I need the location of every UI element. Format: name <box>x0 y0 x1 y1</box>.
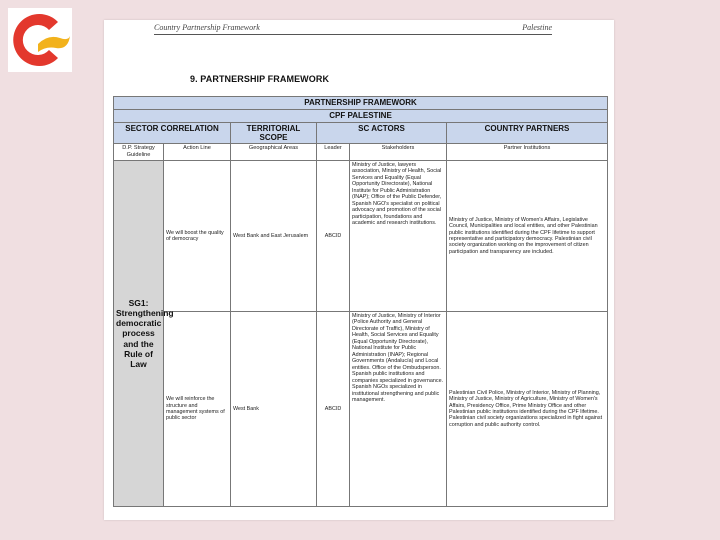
table-row <box>114 161 608 312</box>
action-line-cell: We will boost the quality of democracy <box>164 161 231 312</box>
header-title: Country Partnership Framework <box>154 23 260 32</box>
column-group-row <box>114 123 608 144</box>
column-group-header: TERRITORIAL SCOPE <box>231 123 317 144</box>
column-group-header: SECTOR CORRELATION <box>114 123 231 144</box>
partnership-framework-table <box>113 96 608 507</box>
table-subtitle-row <box>114 110 608 123</box>
column-header: D.P. Strategy Guideline <box>114 144 164 161</box>
document-page <box>104 20 614 520</box>
table-row <box>114 312 608 507</box>
header-country: Palestine <box>522 23 552 32</box>
column-header: Geographical Areas <box>231 144 317 161</box>
organization-logo <box>8 8 72 72</box>
column-group-header: COUNTRY PARTNERS <box>447 123 608 144</box>
column-header: Action Line <box>164 144 231 161</box>
leader-cell: ABCID <box>317 312 350 507</box>
geographical-area-cell: West Bank and East Jerusalem <box>231 161 317 312</box>
column-group-header: SC ACTORS <box>317 123 447 144</box>
stakeholders-cell: Ministry of Justice, lawyers association, Ministry of Health, Social Services and Equality (Equal Opportunity Directorate), National Institute for Public Administration (INAP); Office of the Public Defender, Spanish NGO's specialist on political advocacy and promotion of the social participation, foundations and academic and research institutions. <box>350 161 447 312</box>
stakeholders-cell: Ministry of Justice, Ministry of Interior (Police Authority and General Directorate of Traffic), Ministry of Health, Social Services and Equality (Equal Opportunity Directorate), National Institute for Public Administration (INAP); Regional Governments (Andalucía) and Local entities. Office of the Ombudsperson. Spanish public institutions and companies specialized in governance. Spanish NGOs specialized in institutional strengthening and public management. <box>350 312 447 507</box>
leader-cell: ABCID <box>317 161 350 312</box>
partner-institutions-cell: Ministry of Justice, Ministry of Women's Affairs, Legislative Council, Municipalities and local entities, and other Palestinian public institutions identified during the CPF lifetime to support representative and participatory democracy. Palestinian civil society organization working on the improvement of citizen participation and transparency are included. <box>447 161 608 312</box>
table-title-row <box>114 97 608 110</box>
column-header: Partner Institutions <box>447 144 608 161</box>
column-header: Leader <box>317 144 350 161</box>
geographical-area-cell: West Bank <box>231 312 317 507</box>
partner-institutions-cell: Palestinian Civil Police, Ministry of Interior, Ministry of Planning, Ministry of Justice, Ministry of Agriculture, Ministry of Women's Affairs, Presidency Office, Prime Ministry Office and other Palestinian public institutions identified during the CPF lifetime. Palestinian civil society organizations specialized in fight against corruption and public authority control. <box>447 312 608 507</box>
column-header: Stakeholders <box>350 144 447 161</box>
running-header <box>154 22 552 35</box>
table-subtitle: CPF PALESTINE <box>114 110 608 123</box>
sub-header-row <box>114 144 608 161</box>
strategy-guideline-cell: SG1: Strengthening democratic process and the Rule of Law <box>114 161 164 507</box>
logo-mark-icon <box>8 8 72 72</box>
table-title: PARTNERSHIP FRAMEWORK <box>114 97 608 110</box>
section-title: 9. PARTNERSHIP FRAMEWORK <box>190 74 330 84</box>
action-line-cell: We will reinforce the structure and management systems of public sector <box>164 312 231 507</box>
